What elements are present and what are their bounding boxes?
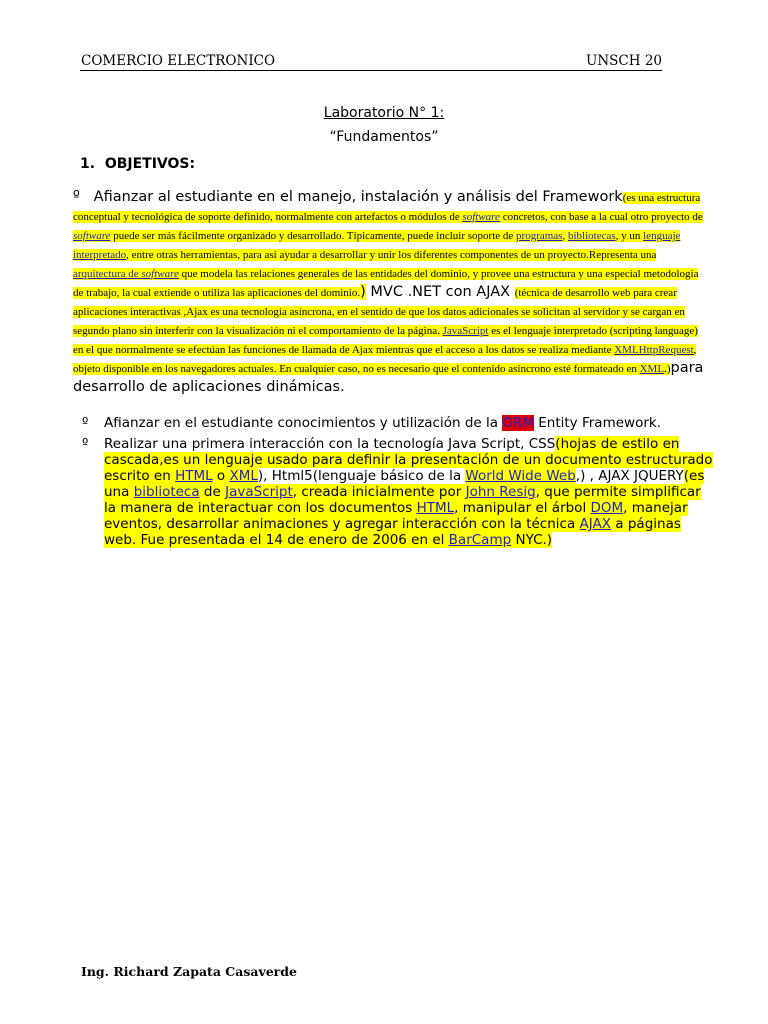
objective-paragraph-1: º Afianzar al estudiante en el manejo, instalación y análisis del Framework(es una estructura conceptual y tecnológica de soporte definido, normalmente con artefactos o módulos de software concretos, con base a la cual otro proyecto de software puede ser más fácilmente organizado y desarrollado. Típicamente, puede incluir soporte de programas, bibliotecas, y un lenguaje interpretado, entre otras herramientas, para así ayudar a desarrollar y unir los diferentes componentes de un proyecto.Representa una arquitectura de software que modela las relaciones generales de las entidades del dominio, y provee una estructura y una especial metodología de trabajo, la cual extiende o utiliza las aplicaciones del dominio.) MVC .NET con AJAX (técnica de desarrollo web para crear aplicaciones interactivas ,Ajax es una tecnología asíncrona, en el sentido de que los datos adicionales se solicitan al servidor y se cargan en segundo plano sin interferir con la visualización ni el comportamiento de la página. JavaScript es el lenguaje interpretado (scripting language) en el que normalmente se efectúan las funciones de llamada de Ajax mientras que el acceso a los datos se realiza mediante XMLHttpRequest, objeto disponible en los navegadores actuales. En cualquier caso, no es necesario que el contenido asíncrono esté formateado en XML.)para desarrollo de aplicaciones dinámicas. xyxy=(73,189,704,395)
bullet: º xyxy=(82,436,89,452)
link-javascript[interactable]: JavaScript xyxy=(225,484,293,500)
lab-subtitle: “Fundamentos” xyxy=(329,129,439,145)
link-barcamp[interactable]: BarCamp xyxy=(448,532,512,548)
institution-name: UNSCH 20 xyxy=(585,53,662,69)
objective-paragraph-3: º Realizar una primera interacción con la tecnología Java Script, CSS(hojas de estilo en cascada,es un lenguaje usado para definir la presentación de un documento estructurado escrito en HTML o XML), Html5(lenguaje básico de la World Wide Web,) , AJAX JQUERY(es una biblioteca de JavaScript, creada inicialmente por John Resig, que permite simplificar la manera de interactuar con los documentos HTML, manipular el árbol DOM, manejar eventos, desarrollar animaciones y agregar interacción con la técnica AJAX a páginas web. Fue presentada el 14 de enero de 2006 en el BarCamp NYC.) xyxy=(82,436,713,548)
link-xml[interactable]: XML xyxy=(639,363,665,375)
link-javascript[interactable]: JavaScript xyxy=(442,325,489,337)
link-programas[interactable]: programas xyxy=(516,230,563,242)
bullet: º xyxy=(82,415,89,431)
link-xmlhttprequest[interactable]: XMLHttpRequest xyxy=(614,344,694,356)
link-arquitectura-software[interactable]: arquitectura de software xyxy=(73,268,179,280)
section-heading: 1. OBJETIVOS: xyxy=(80,156,196,172)
link-dom[interactable]: DOM xyxy=(590,500,624,516)
page-header xyxy=(80,53,662,71)
link-software[interactable]: software xyxy=(73,230,111,242)
link-html[interactable]: HTML xyxy=(175,468,213,484)
course-name: COMERCIO ELECTRONICO xyxy=(81,53,276,69)
link-world-wide-web[interactable]: World Wide Web xyxy=(465,468,576,484)
link-bibliotecas[interactable]: bibliotecas xyxy=(567,230,616,242)
link-ajax[interactable]: AJAX xyxy=(579,516,611,532)
objective-paragraph-2: º Afianzar en el estudiante conocimientos y utilización de la ORM Entity Framework. xyxy=(82,415,661,431)
link-orm[interactable]: ORM xyxy=(502,415,534,431)
link-lenguaje-interpretado[interactable]: lenguaje interpretado xyxy=(73,230,681,261)
link-xml[interactable]: XML xyxy=(229,468,258,484)
link-biblioteca[interactable]: biblioteca xyxy=(133,484,200,500)
link-html[interactable]: HTML xyxy=(416,500,455,516)
lab-title: Laboratorio N° 1: xyxy=(323,105,445,121)
author-footer: Ing. Richard Zapata Casaverde xyxy=(81,964,297,979)
bullet: º xyxy=(73,189,80,205)
link-john-resig[interactable]: John Resig xyxy=(465,484,536,500)
link-software[interactable]: software xyxy=(462,211,500,223)
